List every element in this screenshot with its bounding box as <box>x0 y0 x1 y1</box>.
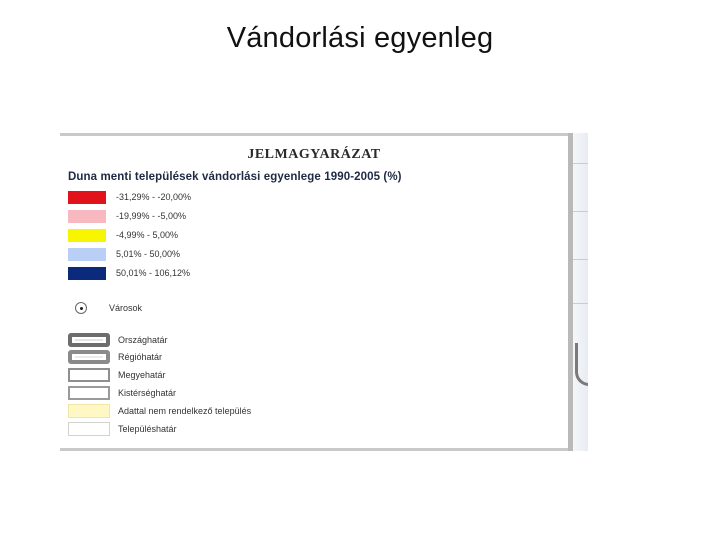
county-boundary-swatch <box>68 368 110 382</box>
map-gridline <box>573 163 588 164</box>
map-gridline <box>573 211 588 212</box>
legend-boundary-row <box>68 403 251 419</box>
legend-frame-top <box>60 133 572 136</box>
map-legend-image <box>60 133 588 451</box>
map-gridline <box>573 303 588 304</box>
legend-heading: JELMAGYARÁZAT <box>247 147 381 162</box>
symbol-label: Városok <box>109 303 143 313</box>
legend-boundary-row <box>68 367 166 383</box>
color-swatch <box>68 210 106 223</box>
subregion-boundary-swatch <box>68 386 110 400</box>
region-boundary-swatch <box>68 350 110 364</box>
color-swatch <box>68 248 106 261</box>
class-label: 50,01% - 106,12% <box>116 268 191 278</box>
legend-boundary-row <box>68 332 168 348</box>
color-swatch <box>68 267 106 280</box>
legend-class-row <box>68 190 191 204</box>
no-data-swatch <box>68 404 110 418</box>
legend-boundary-row <box>68 385 176 401</box>
boundary-label: Régióhatár <box>118 352 163 362</box>
class-label: -31,29% - -20,00% <box>116 192 192 202</box>
legend-boundary-row <box>68 349 162 365</box>
boundary-label: Településhatár <box>118 424 177 434</box>
map-edge-fragment <box>573 133 588 451</box>
boundary-label: Kistérséghatár <box>118 388 177 398</box>
class-label: -19,99% - -5,00% <box>116 211 187 221</box>
legend-subtitle: Duna menti települések vándorlási egyenlege 1990-2005 (%) <box>68 171 402 183</box>
boundary-label: Adattal nem rendelkező település <box>118 406 252 416</box>
class-label: 5,01% - 50,00% <box>116 249 181 259</box>
boundary-label: Országhatár <box>118 335 168 345</box>
legend-symbol-row <box>68 300 142 316</box>
river-curve <box>575 343 588 386</box>
settlement-boundary-swatch <box>68 422 110 436</box>
country-boundary-swatch <box>68 333 110 347</box>
legend-class-row <box>68 228 178 242</box>
legend-class-row <box>68 247 180 261</box>
city-dot-icon <box>75 302 87 314</box>
legend-class-row <box>68 209 186 223</box>
boundary-label: Megyehatár <box>118 370 166 380</box>
color-swatch <box>68 229 106 242</box>
map-gridline <box>573 259 588 260</box>
legend-class-row <box>68 266 190 280</box>
legend-frame-bottom <box>60 448 572 451</box>
legend-boundary-row <box>68 421 177 437</box>
slide-title: Vándorlási egyenleg <box>226 22 494 54</box>
color-swatch <box>68 191 106 204</box>
class-label: -4,99% - 5,00% <box>116 230 179 240</box>
